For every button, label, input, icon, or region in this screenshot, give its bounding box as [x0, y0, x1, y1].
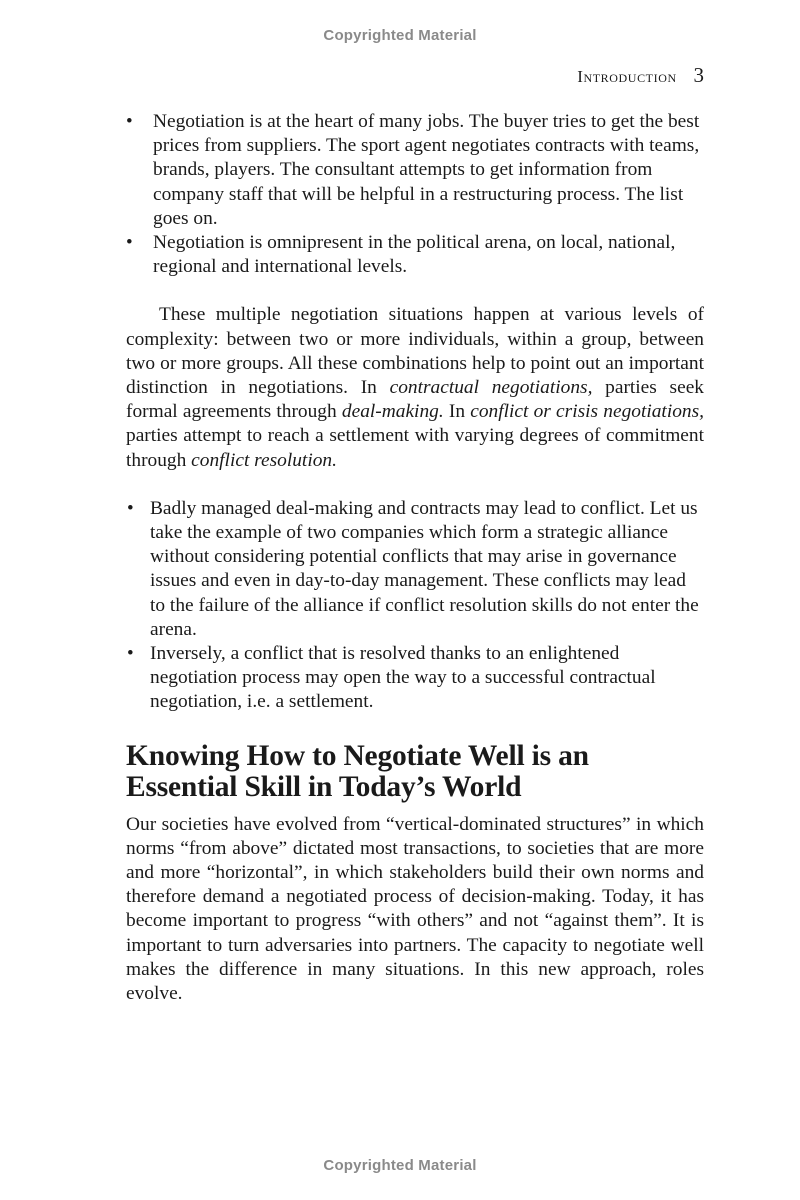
bullet-item-inversely: • Inversely, a conflict that is resolved thanks to an enlightened negotiation process may open the way to a successful contractual negotiation, i.e. a settlement.: [126, 642, 704, 715]
section-heading: Knowing How to Negotiate Well is an Essential Skill in Today’s World: [126, 739, 589, 803]
paragraph-text: parties attempt to reach a settlement with varying degrees of commitment through: [126, 425, 704, 471]
running-head-section: Introduction: [577, 67, 677, 86]
page-number: 3: [693, 63, 704, 87]
copyright-watermark-bottom: Copyrighted Material: [323, 1157, 477, 1174]
term-conflict-resolution: conflict resolution.: [191, 449, 337, 471]
paragraph-text: parties seek formal agreements through: [126, 377, 705, 423]
spacer: [126, 279, 704, 303]
bullet-item-jobs: • Negotiation is at the heart of many jobs. The buyer tries to get the best prices from suppliers. The sport agent negotiates contracts with teams, brands, players. The consultant attempts to get information from company staff that will be helpful in a restructuring process. The list goes on.: [126, 110, 704, 231]
bullet-item-politics: • Negotiation is omnipresent in the political arena, on local, national, regional and international levels.: [126, 231, 704, 279]
paragraph-text: In: [443, 401, 471, 423]
bullet-list-roles: [126, 110, 704, 279]
spacer: [126, 473, 704, 497]
page-body: [126, 110, 704, 1006]
running-head: [577, 63, 704, 88]
bullet-list-conflict: [126, 497, 704, 715]
paragraph-complexity: [126, 303, 704, 472]
term-deal-making: deal-making.: [341, 401, 444, 423]
paragraph-text: These multiple negotiation situations happen at various levels of complexity: between two or more individuals, within a group, between two or more groups. All these combinations help to point out an important distinction in negotiations. In: [126, 304, 704, 399]
paragraph-societies: Our societies have evolved from “vertical-dominated structures” in which norms “from above” dictated most transactions, to societies that are more and more “horizontal”, in which stakeholders build their own norms and therefore demand a negotiated process of decision-making. Today, it has become important to progress “with others” and not “against them”. It is important to turn adversaries into partners. The capacity to negotiate well makes the difference in many situations. In this new approach, roles evolve.: [126, 813, 704, 1005]
bullet-item-deal-making: • Badly managed deal-making and contracts may lead to conflict. Let us take the example of two companies which form a strategic alliance without considering potential conflicts that may arise in governance issues and even in day-to-day management. These conflicts may lead to the failure of the alliance if conflict resolution skills do not enter the arena.: [126, 497, 704, 642]
term-conflict-negotiations: conflict or crisis negotiations,: [470, 401, 704, 423]
term-contractual-negotiations: contractual negotiations,: [389, 377, 593, 399]
copyright-watermark-top: Copyrighted Material: [323, 27, 477, 44]
